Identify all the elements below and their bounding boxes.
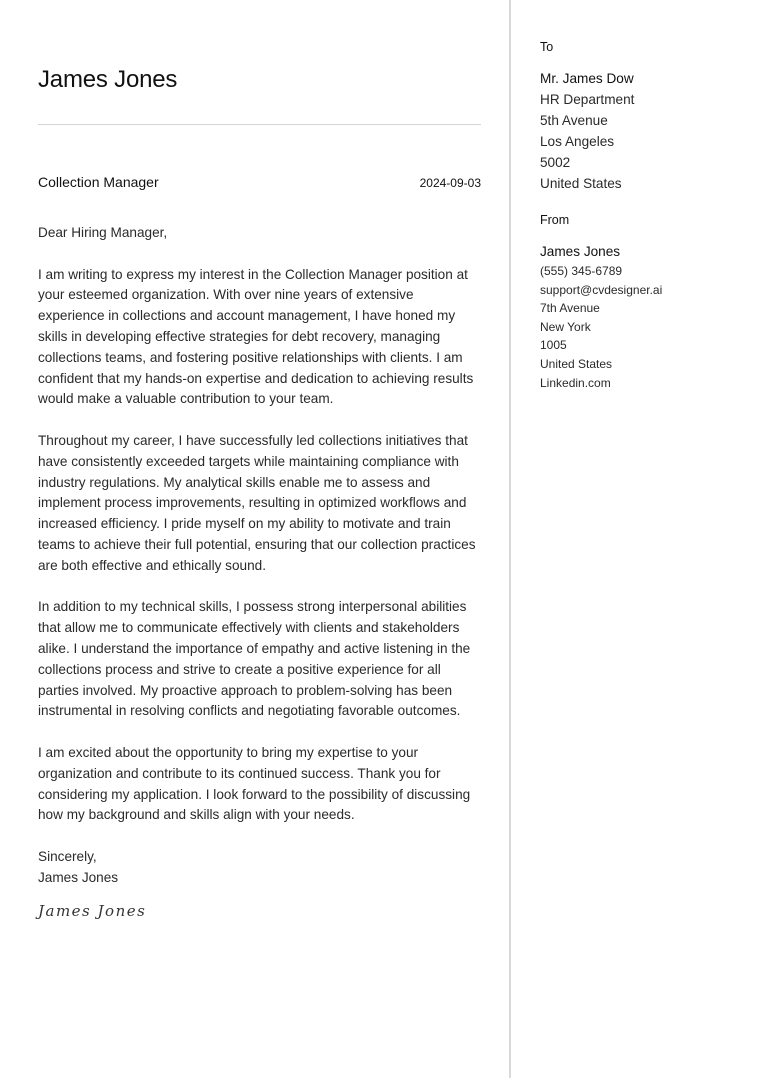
sender-website: Linkedin.com <box>540 375 611 390</box>
recipient-address <box>540 68 634 194</box>
closing-line: Sincerely, <box>38 848 97 864</box>
recipient-name: Mr. James Dow <box>540 71 634 86</box>
salutation: Dear Hiring Manager, <box>38 225 168 240</box>
sender-phone: (555) 345-6789 <box>540 264 623 278</box>
closing-name: James Jones <box>38 869 119 885</box>
sender-email: support@cvdesigner.ai <box>540 282 663 297</box>
recipient-city: Los Angeles <box>540 134 615 149</box>
handwritten-signature: James Jones <box>38 901 147 920</box>
paragraph-1: I am writing to express my interest in the Collection Manager position at your esteemed organization. With over nine years of extensive experience in collections and account management, I have honed my skills in developing effective strategies for debt recovery, managing collections teams, and fostering positive relationships with clients. I am confident that my hands-on expertise and dedication to achieving results would make a valuable contribution to your team. <box>38 266 474 407</box>
recipient-country: United States <box>540 176 622 191</box>
paragraph-3: In addition to my technical skills, I possess strong interpersonal abilities that allow me to communicate effectively with clients and stakeholders alike. I understand the importance of empathy and active listening in the collections process and strive to create a positive experience for all parties involved. My proactive approach to problem-solving has been instrumental in resolving conflicts and negotiating favorable outcomes. <box>38 599 471 719</box>
closing-block <box>38 847 481 889</box>
header-divider <box>38 124 481 125</box>
recipient-department: HR Department <box>540 92 635 107</box>
sender-country: United States <box>540 356 613 371</box>
recipient-heading: To <box>540 40 554 54</box>
sender-street: 7th Avenue <box>540 301 600 316</box>
sidebar-divider <box>509 0 511 1078</box>
sender-address <box>540 241 662 392</box>
recipient-zip: 5002 <box>540 155 571 170</box>
recipient-street: 5th Avenue <box>540 113 608 128</box>
sender-heading: From <box>540 213 570 227</box>
letter-body <box>38 223 481 921</box>
sender-name: James Jones <box>540 244 621 259</box>
sender-zip: 1005 <box>540 338 567 353</box>
sender-city: New York <box>540 319 591 334</box>
letter-meta-row <box>38 174 481 190</box>
job-title: Collection Manager <box>38 174 159 190</box>
applicant-name: James Jones <box>38 66 178 93</box>
paragraph-2: Throughout my career, I have successfully led collections initiatives that have consistently exceeded targets while maintaining compliance with industry regulations. My analytical skills enable me to assess and implement process improvements, resulting in optimized workflows and increased efficiency. I pride myself on my ability to motivate and train teams to achieve their full potential, ensuring that our collection practices are both effective and ethically sound. <box>38 432 476 573</box>
paragraph-4: I am excited about the opportunity to bring my expertise to your organization and contribute to its continued success. Thank you for considering my application. I look forward to the possibility of discussing how my background and skills align with your needs. <box>38 744 471 823</box>
letter-date: 2024-09-03 <box>419 176 481 190</box>
